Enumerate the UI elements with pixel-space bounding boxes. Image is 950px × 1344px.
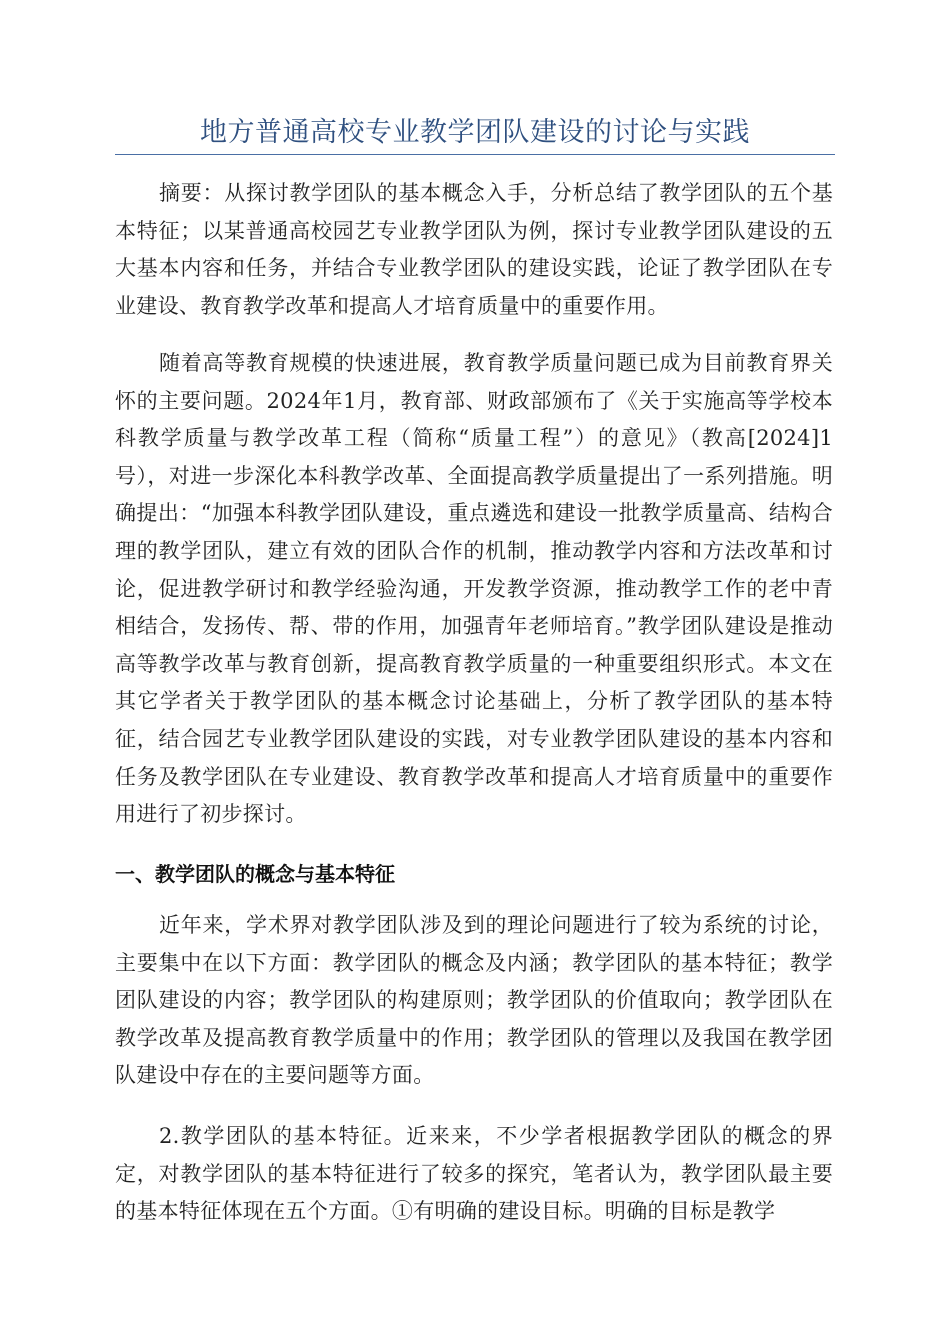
features-paragraph: 2.教学团队的基本特征。近来来，不少学者根据教学团队的概念的界定，对教学团队的基本特征进行了较多的探究，笔者认为，教学团队最主要的基本特征体现在五个方面。①有明确的建设目标。明确的目标是教学 <box>115 1124 833 1224</box>
abstract-paragraph: 摘要：从探讨教学团队的基本概念入手，分析总结了教学团队的五个基本特征；以某普通高校园艺专业教学团队为例，探讨专业教学团队建设的五大基本内容和任务，并结合专业教学团队的建设实践，论证了教学团队在专业建设、教育教学改革和提高人才培育质量中的重要作用。 <box>115 181 833 318</box>
research-paragraph: 近年来，学术界对教学团队涉及到的理论问题进行了较为系统的讨论，主要集中在以下方面：教学团队的概念及内涵；教学团队的基本特征；教学团队建设的内容；教学团队的构建原则；教学团队的价值取向；教学团队在教学改革及提高教育教学质量中的作用；教学团队的管理以及我国在教学团队建设中存在的主要问题等方面。 <box>115 913 833 1088</box>
intro-paragraph: 随着高等教育规模的快速进展，教育教学质量问题已成为目前教育界关怀的主要问题。2024年1月，教育部、财政部颁布了《关于实施高等学校本科教学质量与教学改革工程（简称“质量工程”）的意见》（教高[2024]1号），对进一步深化本科教学改革、全面提高教学质量提出了一系列措施。明确提出：“加强本科教学团队建设，重点遴选和建设一批教学质量高、结构合理的教学团队，建立有效的团队合作的机制，推动教学内容和方法改革和讨论，促进教学研讨和教学经验沟通，开发教学资源，推动教学工作的老中青相结合，发扬传、帮、带的作用，加强青年老师培育。”教学团队建设是推动高等教学改革与教育创新，提高教育教学质量的一种重要组织形式。本文在其它学者关于教学团队的基本概念讨论基础上，分析了教学团队的基本特征，结合园艺专业教学团队建设的实践，对专业教学团队建设的基本内容和任务及教学团队在专业建设、教育教学改革和提高人才培育质量中的重要作用进行了初步探讨。 <box>115 351 833 827</box>
title-underline <box>115 154 835 155</box>
section-heading: 一、教学团队的概念与基本特征 <box>115 862 395 886</box>
document-title: 地方普通高校专业教学团队建设的讨论与实践 <box>200 117 750 148</box>
